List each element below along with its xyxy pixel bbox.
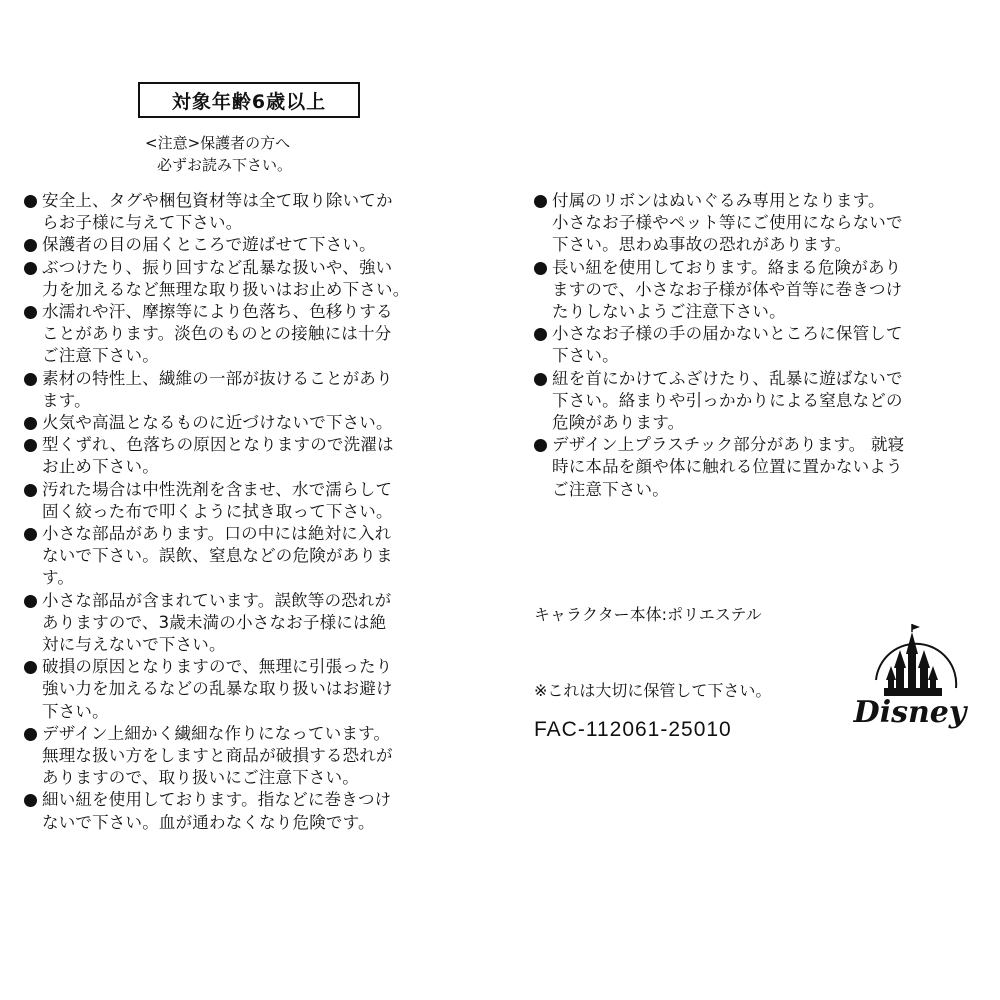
caution-item <box>22 789 492 833</box>
caution-line: 紐を首にかけてふざけたり、乱暴に遊ばないで <box>552 368 903 388</box>
caution-line: 無理な扱い方をしますと商品が破損する恐れが <box>42 746 393 766</box>
caution-line: 細い紐を使用しております。指などに巻きつけ <box>42 790 392 810</box>
caution-line: ないで下さい。血が通わなくなり危険です。 <box>42 812 375 832</box>
bullet-icon <box>24 794 37 807</box>
disney-logo <box>848 622 980 742</box>
bullet-icon <box>24 262 37 275</box>
caution-line: ぶつけたり、振り回すなど乱暴な扱いや、強い <box>42 257 393 277</box>
disney-wordmark: Disney <box>853 695 967 730</box>
caution-line: 下さい。思わぬ事故の恐れがあります。 <box>552 235 852 255</box>
caution-item <box>22 523 492 590</box>
bullet-icon <box>24 306 37 319</box>
caution-line: 素材の特性上、繊維の一部が抜けることがあり <box>42 368 393 388</box>
caution-line: 型くずれ、色落ちの原因となりますので洗濯は <box>42 435 394 455</box>
caution-line: ありますので、3歳未満の小さなお子様には絶 <box>42 612 387 632</box>
caution-line: たりしないようご注意下さい。 <box>552 302 786 322</box>
caution-line: 水濡れや汗、摩擦等により色落ち、色移りする <box>42 302 393 322</box>
caution-line: 保護者の目の届くところで遊ばせて下さい。 <box>42 235 376 255</box>
age-label-box <box>138 82 360 118</box>
castle-icon <box>884 624 942 696</box>
caution-list-right <box>532 190 982 501</box>
caution-item <box>22 190 492 234</box>
caution-line: 汚れた場合は中性洗剤を含ませ、水で濡らして <box>42 479 393 499</box>
bullet-icon <box>24 239 37 252</box>
bullet-icon <box>24 728 37 741</box>
caution-line: 固く絞った布で叩くように拭き取って下さい。 <box>42 501 393 521</box>
caution-item <box>22 656 492 723</box>
caution-item <box>22 234 492 256</box>
caution-line: 小さな部品があります。口の中には絶対に入れ <box>42 524 392 544</box>
caution-item <box>22 301 492 368</box>
caution-item <box>532 434 982 501</box>
caution-line: 下さい。絡まりや引っかかりによる窒息などの <box>552 390 903 410</box>
caution-line: ないで下さい。誤飲、窒息などの危険がありま <box>42 546 393 566</box>
caution-line: 安全上、タグや梱包資材等は全て取り除いてか <box>42 191 393 210</box>
bullet-icon <box>24 417 37 430</box>
caution-line: 付属のリボンはぬいぐるみ専用となります。 <box>552 191 885 210</box>
caution-item <box>22 590 492 657</box>
bullet-icon <box>534 373 547 386</box>
bullet-icon <box>534 262 547 275</box>
caution-item <box>22 368 492 412</box>
bullet-icon <box>24 373 37 386</box>
bullet-icon <box>534 328 547 341</box>
caution-line: 危険があります。 <box>552 413 685 433</box>
caution-line: ます。 <box>42 390 91 410</box>
caution-line: 小さなお子様やペット等にご使用にならないで <box>552 213 903 233</box>
caution-line: ますので、小さなお子様が体や首等に巻きつけ <box>552 279 903 299</box>
caution-item <box>532 190 982 257</box>
caution-line: 火気や高温となるものに近づけないで下さい。 <box>42 413 393 433</box>
caution-line: 下さい。 <box>552 346 619 366</box>
caution-line: 時に本品を顔や体に触れる位置に置かないよう <box>552 457 903 477</box>
bullet-icon <box>24 484 37 497</box>
caution-line: 破損の原因となりますので、無理に引張ったり <box>42 657 393 677</box>
caution-item <box>532 323 982 367</box>
bullet-icon <box>534 439 547 452</box>
caution-line: 小さなお子様の手の届かないところに保管して <box>552 324 903 344</box>
caution-line: 下さい。 <box>42 701 109 721</box>
caution-item <box>22 257 492 301</box>
material-text: キャラクター本体:ポリエステル <box>534 605 762 624</box>
caution-line: お止め下さい。 <box>42 457 159 477</box>
bullet-icon <box>24 439 37 452</box>
caution-line: ことがあります。淡色のものとの接触には十分 <box>42 324 392 344</box>
caution-line: ご注意下さい。 <box>552 479 669 499</box>
caution-item <box>532 257 982 324</box>
notice-line-2: 必ずお読み下さい。 <box>157 156 293 174</box>
caution-line: デザイン上プラスチック部分があります。 就寝 <box>552 435 905 455</box>
caution-line: デザイン上細かく繊細な作りになっています。 <box>42 723 391 743</box>
caution-item <box>22 479 492 523</box>
caution-line: 強い力を加えるなどの乱暴な取り扱いはお避け <box>42 679 393 699</box>
caution-item <box>22 434 492 478</box>
age-label: 対象年齢6歳以上 <box>171 90 327 113</box>
caution-line: ありますので、取り扱いにご注意下さい。 <box>42 768 359 788</box>
caution-line: 対に与えないで下さい。 <box>42 635 226 655</box>
caution-item <box>22 723 492 790</box>
product-code: FAC-112061-25010 <box>534 718 732 741</box>
caution-item <box>22 412 492 434</box>
bullet-icon <box>24 195 37 208</box>
bullet-icon <box>534 195 547 208</box>
bullet-icon <box>24 661 37 674</box>
caution-item <box>532 368 982 435</box>
keep-note: ※これは大切に保管して下さい。 <box>534 681 772 700</box>
bullet-icon <box>24 595 37 608</box>
caution-list-left <box>22 190 492 834</box>
caution-line: 小さな部品が含まれています。誤飲等の恐れが <box>42 590 392 610</box>
caution-line: ご注意下さい。 <box>42 346 159 366</box>
caution-line: 長い紐を使用しております。絡まる危険があり <box>552 257 902 277</box>
bullet-icon <box>24 528 37 541</box>
notice-heading <box>145 132 292 176</box>
notice-line-1: <注意>保護者の方へ <box>145 134 291 152</box>
caution-line: す。 <box>42 568 75 588</box>
caution-line: らお子様に与えて下さい。 <box>42 213 243 233</box>
caution-line: 力を加えるなど無理な取り扱いはお止め下さい。 <box>42 279 410 299</box>
